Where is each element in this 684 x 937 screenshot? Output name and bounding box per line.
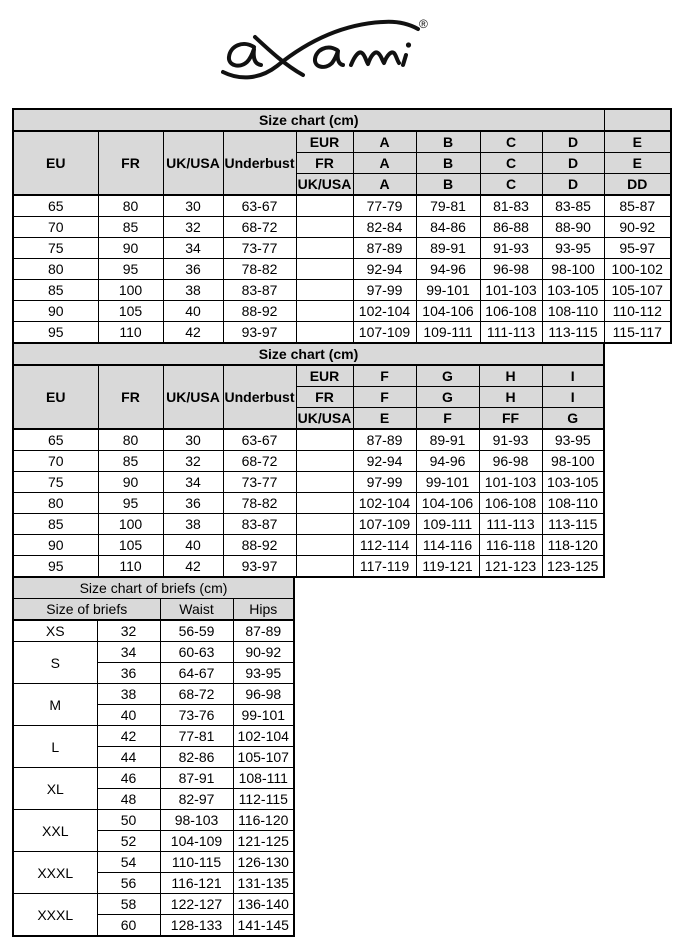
size-chart-table-f-i [12,342,605,578]
table-cell: 93-97 [223,322,296,344]
table-cell: 99-101 [233,705,294,726]
table-row [13,684,294,705]
table-cell: 128-133 [160,915,233,937]
table-cell: 111-113 [479,514,542,535]
table-cell: 99-101 [416,280,480,301]
table-cell: 101-103 [480,280,542,301]
table-cell [296,217,353,238]
table-cell: 113-115 [542,514,604,535]
table-title: Size chart of briefs (cm) [13,577,294,599]
table-cell: 38 [163,280,223,301]
table-cell: 85 [98,217,163,238]
table-cell: 98-100 [542,259,604,280]
size-label-cell: XS [13,620,97,642]
cup-header: C [480,131,542,153]
table-cell: 91-93 [480,238,542,259]
table-cell: 46 [97,768,160,789]
table-row [13,429,604,451]
table-cell: 83-87 [223,514,296,535]
table-cell: 98-103 [160,810,233,831]
corner-cell [604,109,671,131]
cup-header: G [416,387,479,408]
table-cell: 73-77 [223,238,296,259]
table-cell: 98-100 [542,451,604,472]
table-cell: 103-105 [542,472,604,493]
table-cell: 30 [163,195,223,217]
size-chart-table-a-e [12,108,672,344]
table-cell: 102-104 [353,493,416,514]
table-cell: 63-67 [223,429,296,451]
table-cell: 116-118 [479,535,542,556]
table-row [13,556,604,578]
table-cell [296,514,353,535]
table-cell: 87-91 [160,768,233,789]
table-cell: 95 [98,493,163,514]
table-cell: 79-81 [416,195,480,217]
cup-header: H [479,387,542,408]
table-cell: 87-89 [353,238,416,259]
column-header-ukusa: UK/USA [163,131,223,195]
table-cell: 92-94 [353,259,416,280]
cup-header: G [416,365,479,387]
table-cell: 117-119 [353,556,416,578]
table-row [13,810,294,831]
table-cell: 111-113 [480,322,542,344]
table-row [13,217,671,238]
table-cell: 70 [13,451,98,472]
table-cell [296,493,353,514]
table-cell: 95 [13,322,98,344]
cup-header: C [480,153,542,174]
table-cell: 54 [97,852,160,873]
table-cell: 81-83 [480,195,542,217]
table-cell: 40 [163,535,223,556]
table-row [13,620,294,642]
table-row [13,259,671,280]
size-label-cell: L [13,726,97,768]
table-cell: 75 [13,238,98,259]
table-cell: 73-76 [160,705,233,726]
table-cell: 97-99 [353,472,416,493]
table-cell: 64-67 [160,663,233,684]
table-cell: 63-67 [223,195,296,217]
cup-header: D [542,174,604,196]
table-row [13,852,294,873]
table-cell: 101-103 [479,472,542,493]
table-cell: 77-79 [353,195,416,217]
table-cell: 102-104 [233,726,294,747]
table-cell [296,322,353,344]
table-cell: 75 [13,472,98,493]
table-title: Size chart (cm) [13,343,604,365]
table-cell: 87-89 [233,620,294,642]
table-cell: 90 [13,535,98,556]
table-cell: 80 [98,195,163,217]
cup-system-label: FR [296,153,353,174]
table-cell: 34 [97,642,160,663]
table-cell: 104-106 [416,493,479,514]
table-cell: 84-86 [416,217,480,238]
table-cell: 112-115 [233,789,294,810]
table-cell: 82-84 [353,217,416,238]
table-title: Size chart (cm) [13,109,604,131]
cup-header: D [542,153,604,174]
cup-header: G [542,408,604,430]
table-cell: 90 [98,238,163,259]
table-cell: 100 [98,514,163,535]
table-cell: 113-115 [542,322,604,344]
table-cell: 93-97 [223,556,296,578]
table-cell: 32 [97,620,160,642]
table-cell: 109-111 [416,514,479,535]
table-cell: 105-107 [233,747,294,768]
table-cell: 95-97 [604,238,671,259]
table-cell: 104-109 [160,831,233,852]
table-row [13,726,294,747]
table-cell: 56-59 [160,620,233,642]
table-row [13,322,671,344]
table-cell: 116-121 [160,873,233,894]
table-cell: 38 [97,684,160,705]
cup-header: A [353,174,416,196]
table-cell: 110 [98,556,163,578]
column-header-underbust: Underbust [223,131,296,195]
table-cell: 34 [163,472,223,493]
table-cell: 104-106 [416,301,480,322]
column-header-underbust: Underbust [223,365,296,429]
table-cell: 136-140 [233,894,294,915]
cup-header: F [353,365,416,387]
brand-logo [0,0,684,108]
table-cell: 93-95 [542,429,604,451]
table-cell: 112-114 [353,535,416,556]
table-cell: 80 [98,429,163,451]
table-cell [296,472,353,493]
table-cell: 88-90 [542,217,604,238]
table-body [13,620,294,936]
table-cell: 96-98 [479,451,542,472]
size-label-cell: XXXL [13,894,97,937]
cup-header: DD [604,174,671,196]
table-row [13,280,671,301]
table-cell: 34 [163,238,223,259]
cup-header: F [353,387,416,408]
table-cell: 42 [163,556,223,578]
table-cell: 110-112 [604,301,671,322]
table-cell: 100 [98,280,163,301]
size-label-cell: XL [13,768,97,810]
table-cell: 123-125 [542,556,604,578]
table-cell: 30 [163,429,223,451]
table-cell: 92-94 [353,451,416,472]
table-cell: 68-72 [223,217,296,238]
size-label-cell: XXL [13,810,97,852]
table-cell: 100-102 [604,259,671,280]
column-header-eu: EU [13,365,98,429]
table-cell: 99-101 [416,472,479,493]
cup-header: H [479,365,542,387]
table-cell: 73-77 [223,472,296,493]
table-cell: 110 [98,322,163,344]
table-cell [296,556,353,578]
table-cell: 105 [98,301,163,322]
table-cell: 80 [13,259,98,280]
table-cell: 68-72 [160,684,233,705]
table-cell: 65 [13,195,98,217]
table-cell: 80 [13,493,98,514]
table-cell: 77-81 [160,726,233,747]
table-cell [296,535,353,556]
table-cell: 85 [13,280,98,301]
table-cell: 102-104 [353,301,416,322]
table-cell: 97-99 [353,280,416,301]
column-header-fr: FR [98,131,163,195]
cup-header: A [353,153,416,174]
table-cell: 106-108 [479,493,542,514]
table-cell: 90 [98,472,163,493]
table-cell: 109-111 [416,322,480,344]
table-cell [296,451,353,472]
table-cell: 85-87 [604,195,671,217]
table-cell: 96-98 [480,259,542,280]
table-cell: 94-96 [416,451,479,472]
table-cell: 108-110 [542,493,604,514]
table-cell: 89-91 [416,429,479,451]
table-cell: 106-108 [480,301,542,322]
table-row [13,535,604,556]
cup-header: B [416,131,480,153]
table-cell [296,195,353,217]
cup-header: I [542,387,604,408]
cup-system-label: UK/USA [296,174,353,196]
cup-header: E [353,408,416,430]
table-cell: 44 [97,747,160,768]
table-row [13,493,604,514]
table-cell: 116-120 [233,810,294,831]
table-cell: 118-120 [542,535,604,556]
table-cell: 78-82 [223,493,296,514]
table-cell: 115-117 [604,322,671,344]
table-cell: 65 [13,429,98,451]
table-body [13,195,671,343]
column-header-eu: EU [13,131,98,195]
table-row [13,301,671,322]
table-cell: 121-125 [233,831,294,852]
table-cell: 82-86 [160,747,233,768]
table-cell: 60-63 [160,642,233,663]
table-row [13,451,604,472]
table-cell: 32 [163,451,223,472]
cup-header: A [353,131,416,153]
table-row [13,642,294,663]
cup-system-label: FR [296,387,353,408]
column-header-ukusa: UK/USA [163,365,223,429]
table-cell: 83-87 [223,280,296,301]
table-cell: 90 [13,301,98,322]
table-cell: 70 [13,217,98,238]
table-cell: 88-92 [223,301,296,322]
table-cell: 93-95 [233,663,294,684]
cup-system-label: EUR [296,365,353,387]
table-cell: 68-72 [223,451,296,472]
table-cell: 105 [98,535,163,556]
table-cell [296,429,353,451]
table-cell: 93-95 [542,238,604,259]
table-cell [296,301,353,322]
table-cell: 90-92 [604,217,671,238]
axami-logo-icon [221,14,435,80]
table-row [13,195,671,217]
table-cell: 58 [97,894,160,915]
table-cell: 131-135 [233,873,294,894]
cup-system-label: UK/USA [296,408,353,430]
column-header-fr: FR [98,365,163,429]
table-row [13,238,671,259]
table-cell: 36 [163,259,223,280]
table-cell: 114-116 [416,535,479,556]
cup-header: I [542,365,604,387]
cup-header: D [542,131,604,153]
table-cell: 87-89 [353,429,416,451]
table-cell: 32 [163,217,223,238]
table-cell: 40 [163,301,223,322]
table-cell: 107-109 [353,514,416,535]
cup-header: E [604,153,671,174]
cup-header: E [604,131,671,153]
cup-header: B [416,153,480,174]
table-row [13,472,604,493]
table-cell: 40 [97,705,160,726]
column-header-size-of-briefs: Size of briefs [13,599,160,621]
table-cell: 95 [98,259,163,280]
cup-header: B [416,174,480,196]
table-cell [296,259,353,280]
briefs-size-chart-table [12,576,295,937]
size-label-cell: S [13,642,97,684]
table-cell: 141-145 [233,915,294,937]
table-cell: 60 [97,915,160,937]
size-label-cell: XXXL [13,852,97,894]
registered-mark: ® [419,17,428,31]
table-cell: 122-127 [160,894,233,915]
table-cell: 95 [13,556,98,578]
table-cell: 126-130 [233,852,294,873]
table-cell: 90-92 [233,642,294,663]
table-cell: 105-107 [604,280,671,301]
table-body [13,429,604,577]
table-row [13,514,604,535]
table-cell: 89-91 [416,238,480,259]
table-cell: 86-88 [480,217,542,238]
table-cell: 119-121 [416,556,479,578]
table-cell: 103-105 [542,280,604,301]
table-cell: 91-93 [479,429,542,451]
table-cell: 96-98 [233,684,294,705]
table-cell: 52 [97,831,160,852]
table-cell: 36 [97,663,160,684]
column-header-waist: Waist [160,599,233,621]
table-cell [296,238,353,259]
table-cell: 108-111 [233,768,294,789]
table-cell: 50 [97,810,160,831]
table-cell: 88-92 [223,535,296,556]
cup-header: F [416,408,479,430]
table-cell: 48 [97,789,160,810]
table-cell [296,280,353,301]
table-cell: 36 [163,493,223,514]
column-header-hips: Hips [233,599,294,621]
size-label-cell: M [13,684,97,726]
cup-system-label: EUR [296,131,353,153]
table-cell: 56 [97,873,160,894]
table-cell: 78-82 [223,259,296,280]
table-cell: 110-115 [160,852,233,873]
table-cell: 94-96 [416,259,480,280]
table-cell: 42 [163,322,223,344]
table-cell: 85 [13,514,98,535]
table-cell: 83-85 [542,195,604,217]
table-cell: 108-110 [542,301,604,322]
table-cell: 107-109 [353,322,416,344]
table-cell: 121-123 [479,556,542,578]
table-row [13,768,294,789]
table-cell: 82-97 [160,789,233,810]
table-cell: 42 [97,726,160,747]
cup-header: FF [479,408,542,430]
table-cell: 38 [163,514,223,535]
table-cell: 85 [98,451,163,472]
cup-header: C [480,174,542,196]
table-row [13,894,294,915]
